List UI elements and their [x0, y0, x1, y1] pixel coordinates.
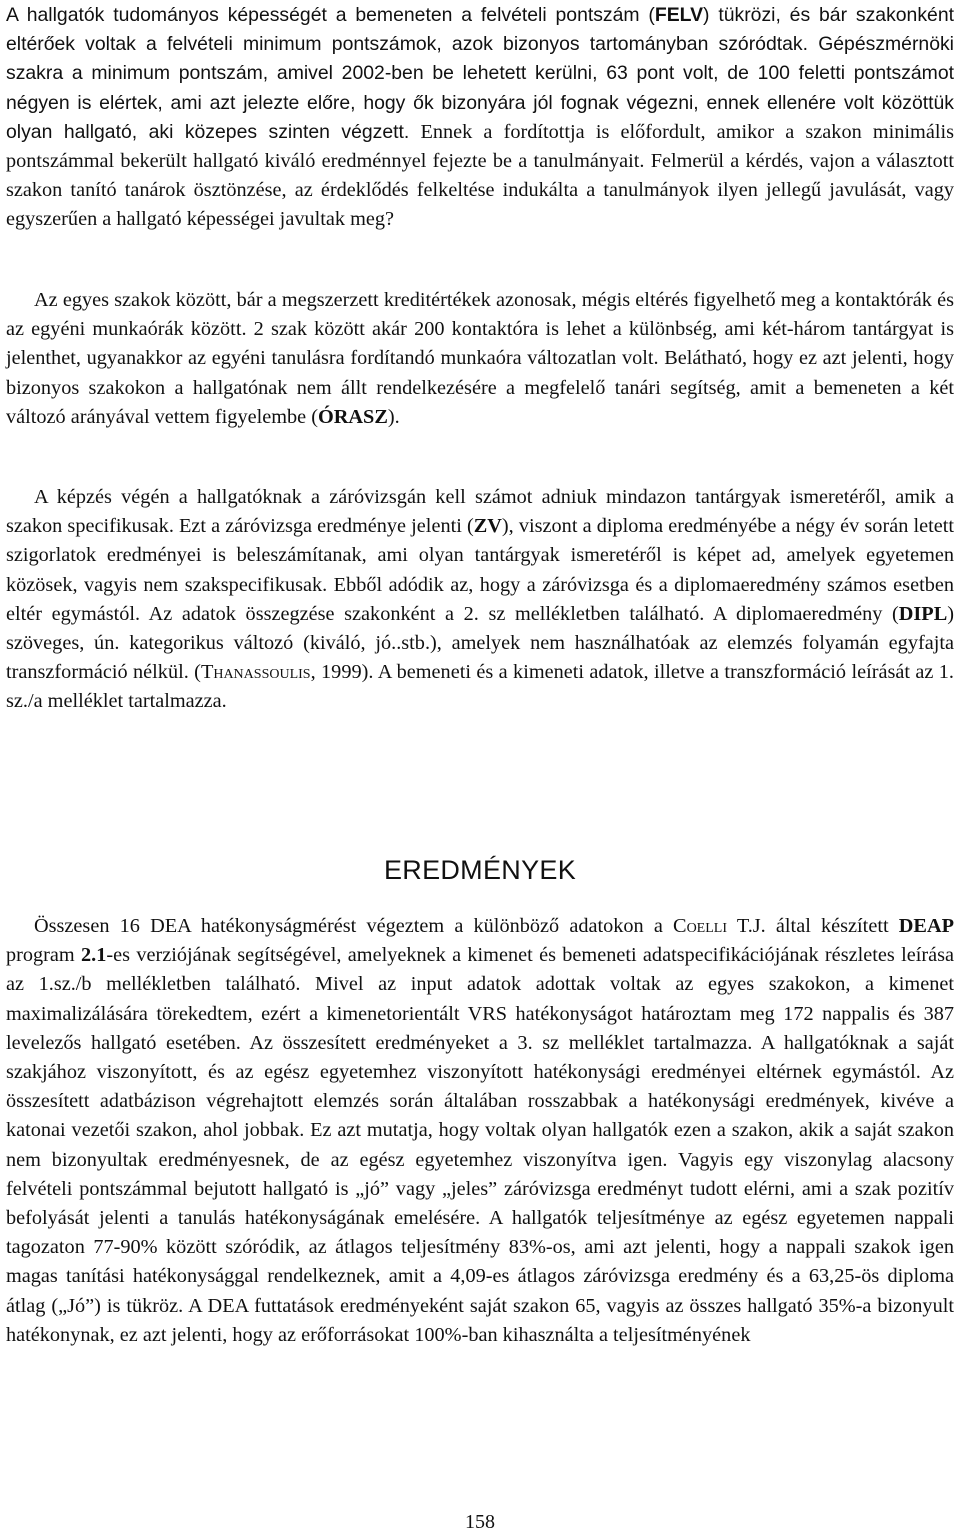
citation-year: , 1999	[310, 661, 362, 684]
paragraph-felvi-serif-rest: Ennek a fordítottja is előfordult, amikor a szakon minimális pontszámmal bekerült hallgató kiváló eredménnyel fejezte be a tanulmányait. Felmerül a kérdés, vajon a választott szakon tanító tanárok ösztönzése, az érdeklődés felkeltése indukálta a tanulmányok ilyen jellegű javulását, vagy egyszerűen a hallgató képességei javultak meg?	[6, 120, 954, 231]
paragraph-eredmenyek	[6, 912, 954, 1350]
paragraph-zarovizsga-a: A képzés végén a hallgatóknak a záróvizsgán kell számot adniuk mindazon tantárgyak ismeretéről, amik a szakon specifikusak. Ezt a záróvizsga eredménye jelenti (	[6, 486, 954, 538]
paragraph-felvi	[6, 1, 954, 235]
paragraph-zarovizsga-d: ). A bemeneti és a kimeneti adatok, illetve a transzformáció leírását az 1. sz./a melléklet tartalmazza.	[6, 661, 955, 713]
paragraph-felvi-sans-start: A hallgatók tudományos képességét a bemeneten a felvételi pontszám (	[6, 4, 655, 26]
term-dipl: DIPL	[898, 602, 948, 625]
paragraph-eredmenyek-b: T.J. által készített	[727, 915, 899, 937]
term-orasz: ÓRASZ	[317, 405, 388, 428]
term-zv: ZV	[473, 515, 502, 538]
paragraph-kontaktora-text: Az egyes szakok között, bár a megszerzett kreditértékek azonosak, mégis eltérés figyelhető meg a kontaktórák és az egyéni munkaórák között. 2 szak között akár 200 kontaktóra is lehet a különbség, ami két-három tantárgyat is jelenthet, ugyanakkor az egyéni tanulásra fordítandó munkaóra változatlan volt. Belátható, hogy ez azt jelenti, hogy bizonyos szakokon a hallgatónak nem állt rendelkezésére a megfelelő tanári segítség, amit a bemeneten a két változó arányával vettem figyelembe (	[6, 289, 954, 428]
paragraph-zarovizsga	[6, 483, 954, 717]
term-version: 2.1	[81, 944, 107, 967]
paragraph-kontaktora-end: ).	[387, 405, 400, 428]
paragraph-kontaktora	[6, 286, 954, 432]
paragraph-zarovizsga-b: ), viszont a diploma eredményébe a négy év során letett szigorlatok eredményei is beleszámítanak, ami olyan tantárgyak ismeretéről is képet ad, amelyek egyetemen közösek, vagyis nem szakspecifikusak. Ebből adódik az, hogy a záróvizsga és a diplomaeredmény számos esetben eltér egymástól. Az adatok összegzése szakonként a 2. sz mellékletben található. A diplomaeredmény (	[6, 515, 955, 625]
paragraph-eredmenyek-a: Összesen 16 DEA hatékonyságmérést végeztem a különböző adatokon a	[34, 915, 674, 937]
paragraph-felvi-sans-rest: ) tükrözi, és bár szakonként eltérőek voltak a felvételi minimum pontszámok, azok bizonyos tartományban szóródtak. Gépészmérnöki szakra a minimum pontszám, amivel 2002-ben be lehetett kerülni, 63 pont volt, de 100 feletti pontszámot négyen is elértek, ami azt jelezte előre, hogy ők bizonyára jól fognak végezni, ennek ellenére volt közöttük olyan hallgató, aki közepes szinten végzett.	[6, 4, 954, 143]
section-heading: EREDMÉNYEK	[383, 855, 577, 885]
paragraph-eredmenyek-d: -es verziójának segítségével, amelyeknek a kimenet és bemeneti adatspecifikációjának részletes leírása az 1.sz./b mellékletben található. Mivel az input adatok adottak voltak az egyes szakokon, a kimenet maximalizálására törekedtem, ezért a kimenetorientált VRS hatékonyságot határoztam meg 172 nappalis és 387 levelezős hallgató esetében. Az összesített eredményeket a 3. sz melléklet tartalmazza. A hallgatóknak a saját szakjához viszonyított, és az egész egyetemhez viszonyított hatékonysági eredményei eltérnek egymástól. Az összesített adatbázison végrehajtott elemzés során általában rosszabbak a hatékonysági eredmények, kivéve a katonai vezetői szakon, ahol jobbak. Ez azt mutatja, hogy voltak olyan hallgatók ezen a szakon, akik a saját szakon nem bizonyultak eredményesnek, de az egész egyetemhez viszonyítva igen. Vagyis egy viszonylag alacsony felvételi pontszámmal bejutott hallgató is „jó” vagy „jeles” záróvizsga eredményt tudott elérni, ami a szak pozitív befolyását jelenti a tanulás hatékonyságának emelésére. A hallgatók teljesítménye az egész egyetemen nappali tagozaton 77-90% között szóródik, az átlagos teljesítmény 83%-os, ami azt jelenti, hogy a nappali szakok igen magas tanítási hatékonysággal rendelkeznek, amit a 4,09-es átlagos záróvizsga eredmény és a 63,25-ös diploma átlag („Jó”) is tükröz. A DEA futtatások eredményeként saját szakon 65, vagyis az összes hallgató 35%-a bizonyult hatékonynak, ez azt jelenti, hogy az erőforrásokat 100%-ban kihasználta a teljesítményének	[6, 944, 954, 1346]
term-deap: DEAP	[898, 915, 954, 937]
term-felv: FELV	[654, 4, 704, 26]
author-coelli: Coelli	[673, 915, 728, 937]
page-number: 158	[465, 1511, 495, 1533]
citation-author: Thanassoulis	[200, 661, 311, 684]
paragraph-eredmenyek-c: program	[6, 944, 82, 967]
paragraph-zarovizsga-c: ) szöveges, ún. kategorikus változó (kiváló, jó..stb.), amelyek nem használhatóak az elemzés folyamán egyfajta transzformáció nélkül. (	[6, 602, 954, 684]
